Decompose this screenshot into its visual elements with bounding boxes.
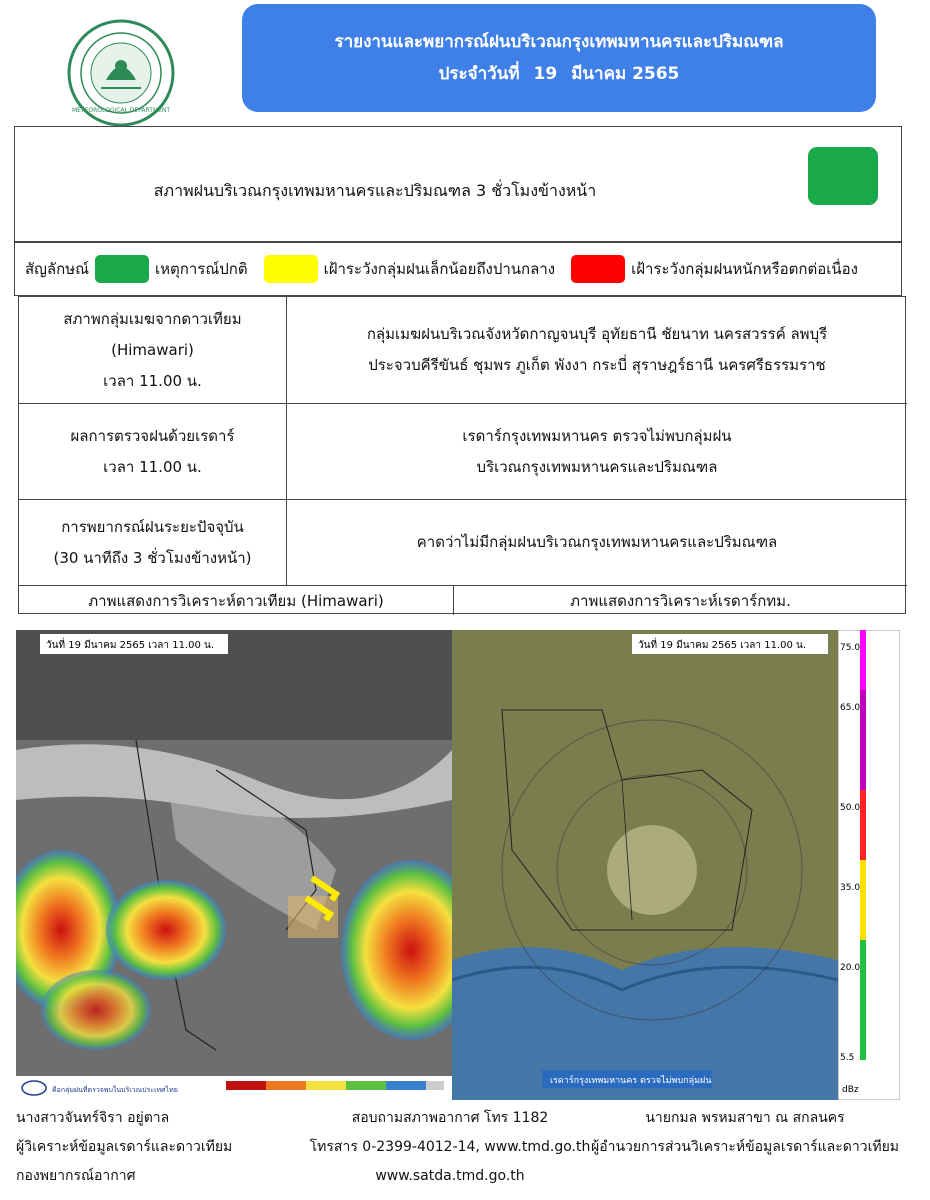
footer-contact (300, 1104, 600, 1191)
row-label-line: (30 นาทีถึง 3 ชั่วโมงข้างหน้า) (53, 548, 252, 567)
satellite-legend-text: คือกลุ่มฝนที่ตรวจพบในบริเวณประเทศไทย (52, 1086, 178, 1094)
row-label-line: ผลการตรวจฝนด้วยเรดาร์ (70, 426, 235, 445)
contact-website[interactable]: www.satda.tmd.go.th (375, 1168, 525, 1184)
scale-tick: 50.0 (840, 803, 861, 813)
scale-tick: 35.0 (840, 883, 861, 893)
row-value (287, 500, 907, 585)
legend-swatch-green (95, 255, 149, 283)
row-value-line: คาดว่าไม่มีกลุ่มฝนบริเวณกรุงเทพมหานครและปริมณฑล (416, 533, 778, 551)
row-label-line: สภาพกลุ่มเมฆจากดาวเทียม (63, 309, 242, 328)
row-label (19, 404, 287, 499)
legend-text-moderate: เฝ้าระวังกลุ่มฝนเล็กน้อยถึงปานกลาง (323, 260, 556, 278)
report-date (439, 58, 680, 90)
row-label-line: การพยากรณ์ฝนระยะปัจจุบัน (61, 517, 244, 536)
legend-swatch-red (571, 255, 625, 283)
rain-status-title: สภาพฝนบริเวณกรุงเทพมหานครและปริมณฑล 3 ชั่วโมงข้างหน้า (153, 181, 597, 200)
row-value-line: เรดาร์กรุงเทพมหานคร ตรวจไม่พบกลุ่มฝน (462, 426, 732, 445)
footer-analyst (16, 1104, 306, 1191)
date-month-year: มีนาคม 2565 (571, 64, 680, 84)
legend-text-normal: เหตุการณ์ปกติ (155, 260, 248, 278)
table-row-nowcast (19, 499, 907, 585)
report-title: รายงานและพยากรณ์ฝนบริเวณกรุงเทพมหานครและปริมณฑล (334, 31, 784, 52)
row-value (287, 297, 907, 403)
radar-timestamp: วันที่ 19 มีนาคม 2565 เวลา 11.00 น. (638, 640, 807, 651)
legend-swatch-yellow (264, 255, 318, 283)
image-headers-row (19, 585, 907, 615)
director-role: ผู้อำนวยการส่วนวิเคราะห์ข้อมูลเรดาร์และดาวเทียม (590, 1139, 900, 1155)
row-value (287, 404, 907, 499)
scale-tick: 5.5 (840, 1053, 855, 1063)
date-prefix: ประจำวันที่ (438, 64, 520, 84)
scale-tick: 75.0 (840, 643, 861, 653)
row-label (19, 500, 287, 585)
analyst-name: นางสาวจันทร์จิรา อยู่ตาล (16, 1110, 170, 1126)
radar-dbz-scale (838, 630, 900, 1100)
row-value-line: บริเวณกรุงเทพมหานครและปริมณฑล (476, 457, 718, 476)
report-header-banner (242, 4, 876, 112)
table-row-radar (19, 403, 907, 499)
analyst-division: กองพยากรณ์อากาศ (16, 1168, 136, 1184)
footer-director (560, 1104, 930, 1162)
legend-label: สัญลักษณ์ (25, 260, 90, 278)
satellite-timestamp: วันที่ 19 มีนาคม 2565 เวลา 11.00 น. (46, 640, 215, 651)
row-label-line: (Himawari) (111, 340, 194, 359)
row-label-line: เวลา 11.00 น. (103, 371, 202, 390)
department-seal-logo (66, 18, 176, 128)
radar-image-header: ภาพแสดงการวิเคราะห์เรดาร์กทม. (570, 591, 791, 610)
radar-image (452, 630, 838, 1100)
svg-text:METEOROLOGICAL DEPARTMENT: METEOROLOGICAL DEPARTMENT (71, 107, 171, 114)
scale-unit: dBz (842, 1085, 859, 1095)
scale-tick: 20.0 (840, 963, 861, 973)
row-label (19, 297, 287, 403)
row-value-line: ประจวบคีรีขันธ์ ชุมพร ภูเก็ต พังงา กระบี่ สุราษฎร์ธานี นครศรีธรรมราช (368, 356, 826, 374)
satellite-image-header: ภาพแสดงการวิเคราะห์ดาวเทียม (Himawari) (19, 586, 454, 615)
analyst-role: ผู้วิเคราะห์ข้อมูลเรดาร์และดาวเทียม (16, 1139, 233, 1155)
radar-note: เรดาร์กรุงเทพมหานคร ตรวจไม่พบกลุ่มฝน (550, 1076, 712, 1086)
status-legend (14, 242, 902, 296)
contact-fax: โทรสาร 0-2399-4012-14, www.tmd.go.th (309, 1139, 591, 1155)
rain-status-indicator (808, 147, 878, 205)
row-label-line: เวลา 11.00 น. (103, 457, 202, 476)
date-day: 19 (533, 64, 558, 84)
satellite-image (16, 630, 452, 1100)
table-row-satellite (19, 297, 907, 403)
rain-status-box (14, 126, 902, 242)
row-value-line: กลุ่มเมฆฝนบริเวณจังหวัดกาญจนบุรี อุทัยธานี ชัยนาท นครสวรรค์ ลพบุรี (366, 325, 828, 343)
scale-tick: 65.0 (840, 703, 861, 713)
director-name: นายกมล พรหมสาขา ณ สกลนคร (645, 1110, 845, 1126)
legend-text-heavy: เฝ้าระวังกลุ่มฝนหนักหรือตกต่อเนื่อง (631, 260, 858, 278)
info-table (18, 296, 906, 614)
contact-phone: สอบถามสภาพอากาศ โทร 1182 (351, 1110, 549, 1126)
